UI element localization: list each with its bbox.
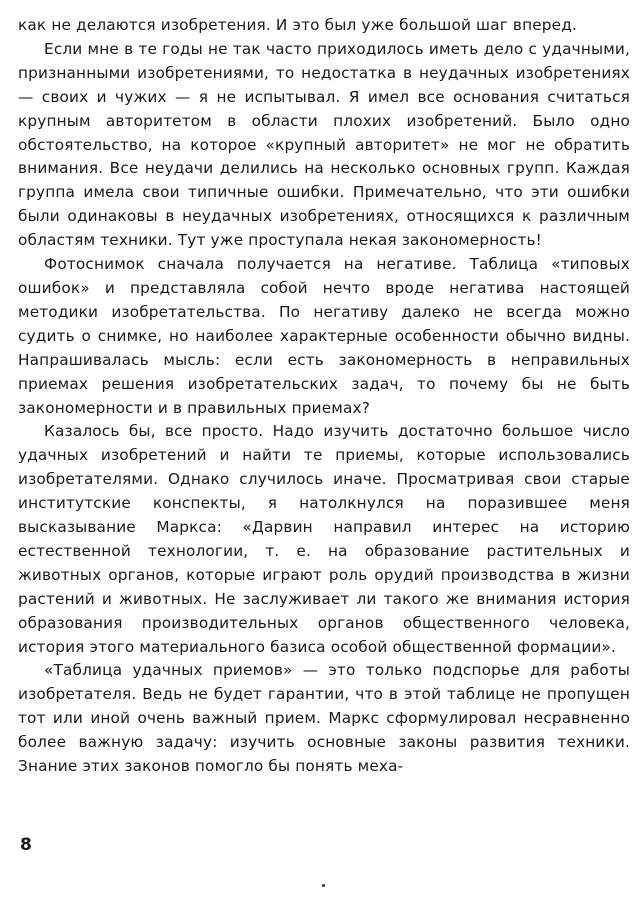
paragraph-5: «Таблица удачных приемов» — это только подспорье для работы изобретателя. Ведь не будет гарантии, что в этой таблице не пропущен тот или иной очень важный прием. Маркс сформулировал несравненно более важную задачу: изучить основные законы развития техники. Знание этих законов помогло бы понять меха- — [18, 661, 630, 776]
page-number: 8 — [20, 835, 32, 855]
paragraph-4: Казалось бы, все просто. Надо изучить достаточно большое число удачных изобретений и найти те приемы, которые использовались изобретателями. Однако случилось иначе. Просматривая свои старые институтские конспекты, я натолкнулся на поразившее меня высказывание Маркса: «Дарвин направил интерес на историю естественной технологии, т. е. на образование растительных и животных органов, которые играют роль орудий производства в жизни растений и животных. Не заслуживает ли такого же внимания история образования производительных органов общественного человека, история этого материального базиса особой общественной формации». — [18, 422, 630, 656]
paragraph-1: как не делаются изобретения. И это был уже большой шаг вперед. — [18, 16, 577, 34]
paragraph-2: Если мне в те годы не так часто приходилось иметь дело с удачными, признанными изобретениями, то недостатка в неудачных изобретениях — своих и чужих — я не испытывал. Я имел все основания считаться крупным авторитетом в области плохих изобретений. Было одно обстоятельство, на которое «крупный авторитет» не мог не обратить внимания. Все неудачи делились на несколько основных групп. Каждая группа имела свои типичные ошибки. Примечательно, что эти ошибки были одинаковы в неудачных изобретениях, относящихся к различным областям техники. Тут уже проступала некая закономерность! — [18, 39, 630, 250]
paragraph-3: Фотоснимок сначала получается на негативе. Таблица «типовых ошибок» и представляла собой нечто вроде негатива настоящей методики изобретательства. По негативу далеко не всегда можно судить о снимке, но наиболее характерные особенности обычно видны. Напрашивалась мысль: если есть закономерность в неправильных приемах решения изобретательских задач, то почему бы не быть закономерности и в правильных приемах? — [18, 255, 630, 417]
print-speck — [322, 884, 325, 887]
body-text — [18, 14, 630, 779]
